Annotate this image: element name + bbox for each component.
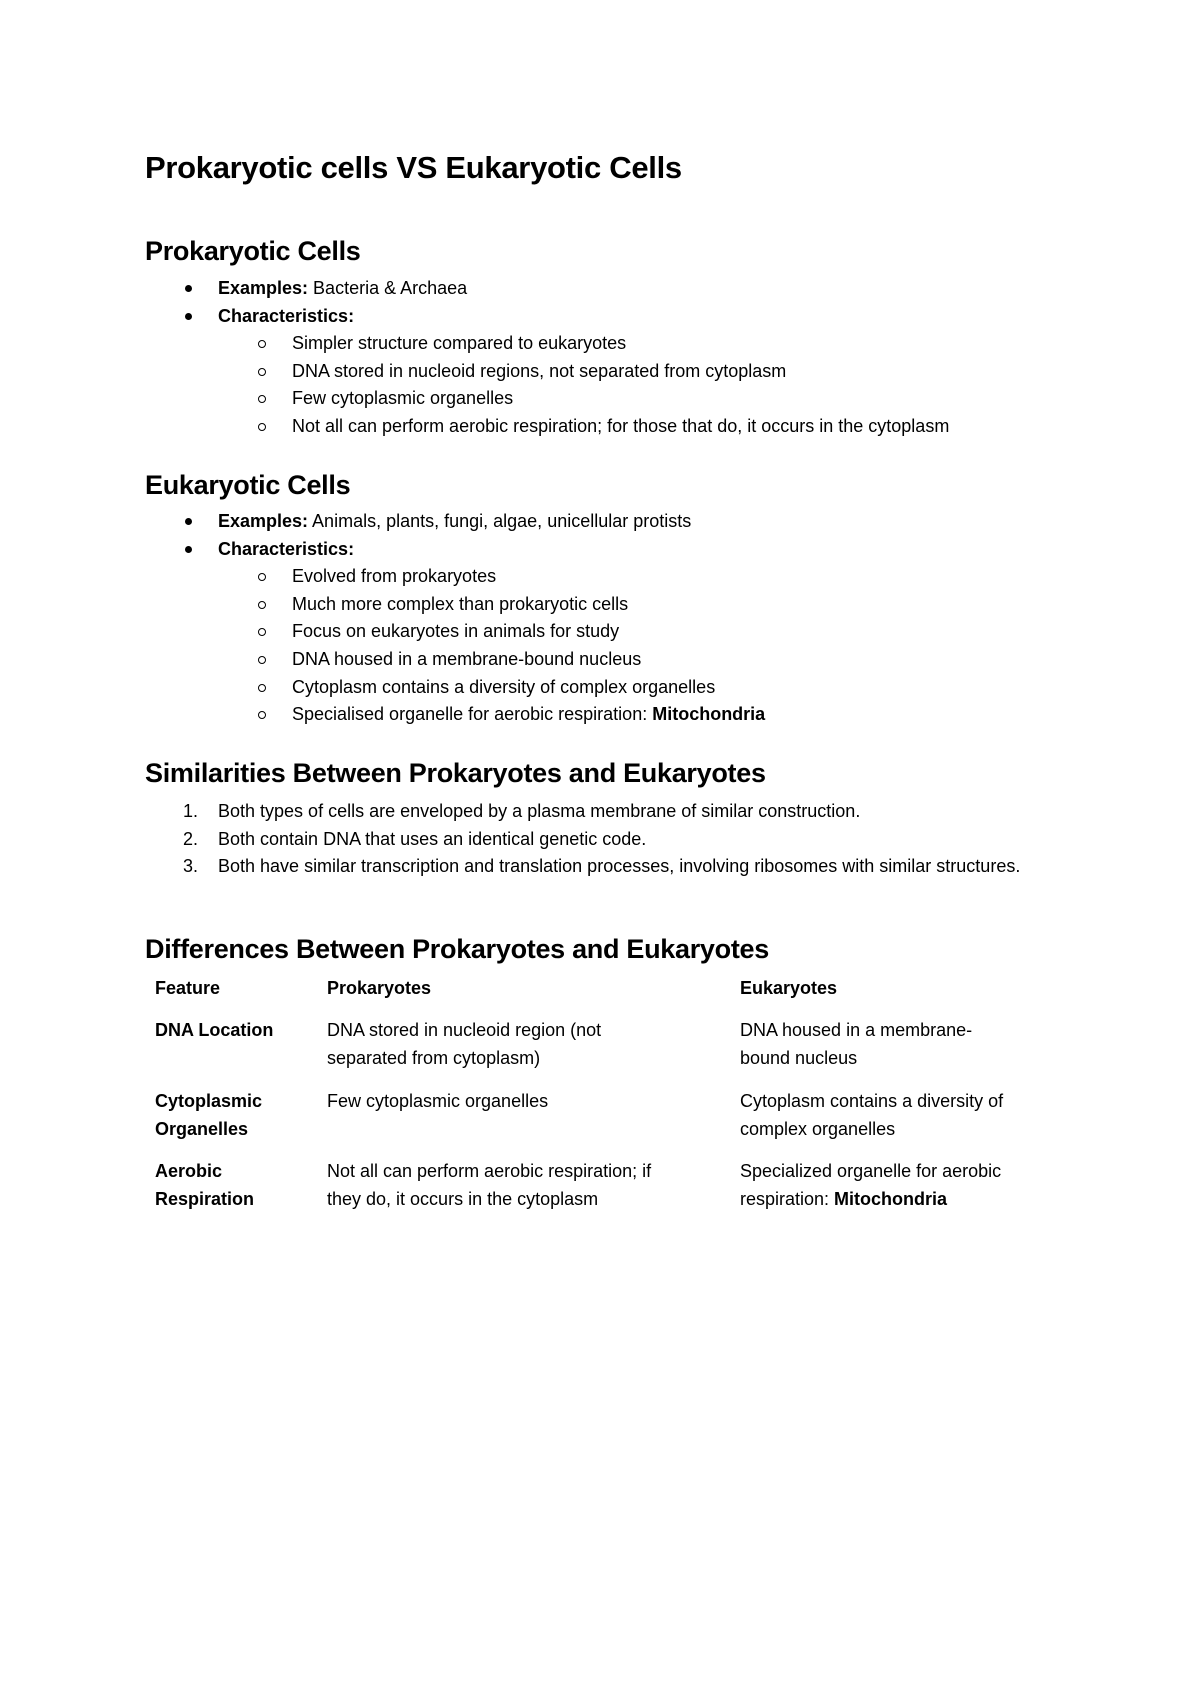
row-feature: Cytoplasmic [155, 1091, 263, 1111]
item-number: 2. [183, 828, 199, 849]
bullet-icon [185, 313, 192, 320]
bullet-icon [185, 285, 192, 292]
row-prokaryotes: they do, it occurs in the cytoplasm [327, 1188, 599, 1209]
row-prokaryotes: DNA stored in nucleoid region (not [327, 1020, 602, 1040]
mitochondria-label: Mitochondria [652, 704, 766, 725]
circle-bullet-icon [258, 368, 266, 376]
item-text: DNA housed in a membrane-bound nucleus [292, 648, 642, 669]
bullet-icon [185, 518, 192, 525]
row-eukaryotes: complex organelles [740, 1118, 896, 1139]
item-text: Both have similar transcription and translation processes, involving ribosomes with similar structures. [218, 856, 1021, 877]
page-title: Prokaryotic cells VS Eukaryotic Cells [145, 150, 682, 185]
circle-bullet-icon [258, 684, 266, 692]
characteristics-label: Characteristics: [218, 538, 355, 559]
list-item [0, 591, 765, 619]
circle-bullet-icon [258, 423, 266, 431]
row-eukaryotes: DNA housed in a membrane- [740, 1020, 973, 1040]
row-feature: Respiration [155, 1188, 255, 1209]
item-text: DNA stored in nucleoid regions, not separated from cytoplasm [292, 360, 787, 381]
mitochondria-label: Mitochondria [834, 1188, 948, 1209]
item-number: 1. [183, 801, 199, 821]
item-text: Specialised organelle for aerobic respiration: [292, 704, 653, 725]
list-item [0, 330, 949, 358]
circle-bullet-icon [258, 573, 266, 581]
row-eukaryotes: bound nucleus [740, 1047, 858, 1068]
examples-label: Examples: [218, 278, 309, 298]
row-prokaryotes: Few cytoplasmic organelles [327, 1091, 549, 1111]
similarities-heading: Similarities Between Prokaryotes and Eukaryotes [145, 758, 766, 788]
list-item [0, 508, 765, 536]
list-item [0, 358, 949, 386]
differences-heading: Differences Between Prokaryotes and Eukaryotes [145, 934, 769, 964]
row-feature: Organelles [155, 1118, 249, 1139]
eukaryotic-list [0, 508, 765, 729]
table-header-eukaryotes: Eukaryotes [740, 978, 838, 998]
similarities-list [0, 798, 1048, 881]
row-eukaryotes: Specialized organelle for aerobic [740, 1161, 1002, 1181]
list-item [0, 563, 765, 591]
bullet-icon [185, 546, 192, 553]
item-text: Evolved from prokaryotes [292, 566, 497, 587]
list-item [0, 674, 765, 702]
list-item [0, 275, 949, 303]
item-number: 3. [183, 856, 199, 877]
row-eukaryotes [740, 1186, 947, 1214]
characteristics-label: Characteristics: [218, 305, 355, 326]
circle-bullet-icon [258, 656, 266, 664]
circle-bullet-icon [258, 628, 266, 636]
item-text: Both contain DNA that uses an identical genetic code. [218, 828, 647, 849]
item-text: Few cytoplasmic organelles [292, 388, 514, 409]
item-text: Not all can perform aerobic respiration; for those that do, it occurs in the cytoplasm [292, 415, 950, 436]
row-feature: DNA Location [155, 1020, 274, 1040]
row-prokaryotes: Not all can perform aerobic respiration; if [327, 1161, 652, 1181]
prokaryotic-list [0, 275, 949, 441]
prokaryotic-heading: Prokaryotic Cells [145, 236, 361, 266]
row-eukaryotes: Cytoplasm contains a diversity of [740, 1091, 1004, 1111]
list-item [0, 646, 765, 674]
item-text: Focus on eukaryotes in animals for study [292, 621, 620, 642]
examples-label: Examples: [218, 511, 309, 531]
list-item [0, 826, 1048, 854]
list-item [0, 701, 765, 729]
list-item [0, 536, 765, 564]
circle-bullet-icon [258, 601, 266, 609]
row-feature: Aerobic [155, 1161, 223, 1181]
list-item [0, 303, 949, 331]
list-item [0, 385, 949, 413]
examples-text: Animals, plants, fungi, algae, unicellular protists [308, 511, 692, 531]
row-eukaryotes-text: respiration: [740, 1188, 835, 1209]
circle-bullet-icon [258, 395, 266, 403]
item-text: Both types of cells are enveloped by a plasma membrane of similar construction. [218, 801, 861, 821]
row-prokaryotes: separated from cytoplasm) [327, 1047, 541, 1068]
item-text: Much more complex than prokaryotic cells [292, 593, 629, 614]
list-item [0, 853, 1048, 881]
list-item [0, 798, 1048, 826]
item-text: Simpler structure compared to eukaryotes [292, 333, 627, 354]
list-item [0, 413, 949, 441]
circle-bullet-icon [258, 711, 266, 719]
list-item [0, 618, 765, 646]
examples-text: Bacteria & Archaea [308, 278, 468, 298]
circle-bullet-icon [258, 340, 266, 348]
table-header-feature: Feature [155, 978, 221, 998]
item-text: Cytoplasm contains a diversity of complex organelles [292, 676, 716, 697]
table-header-prokaryotes: Prokaryotes [327, 978, 432, 998]
eukaryotic-heading: Eukaryotic Cells [145, 470, 351, 500]
